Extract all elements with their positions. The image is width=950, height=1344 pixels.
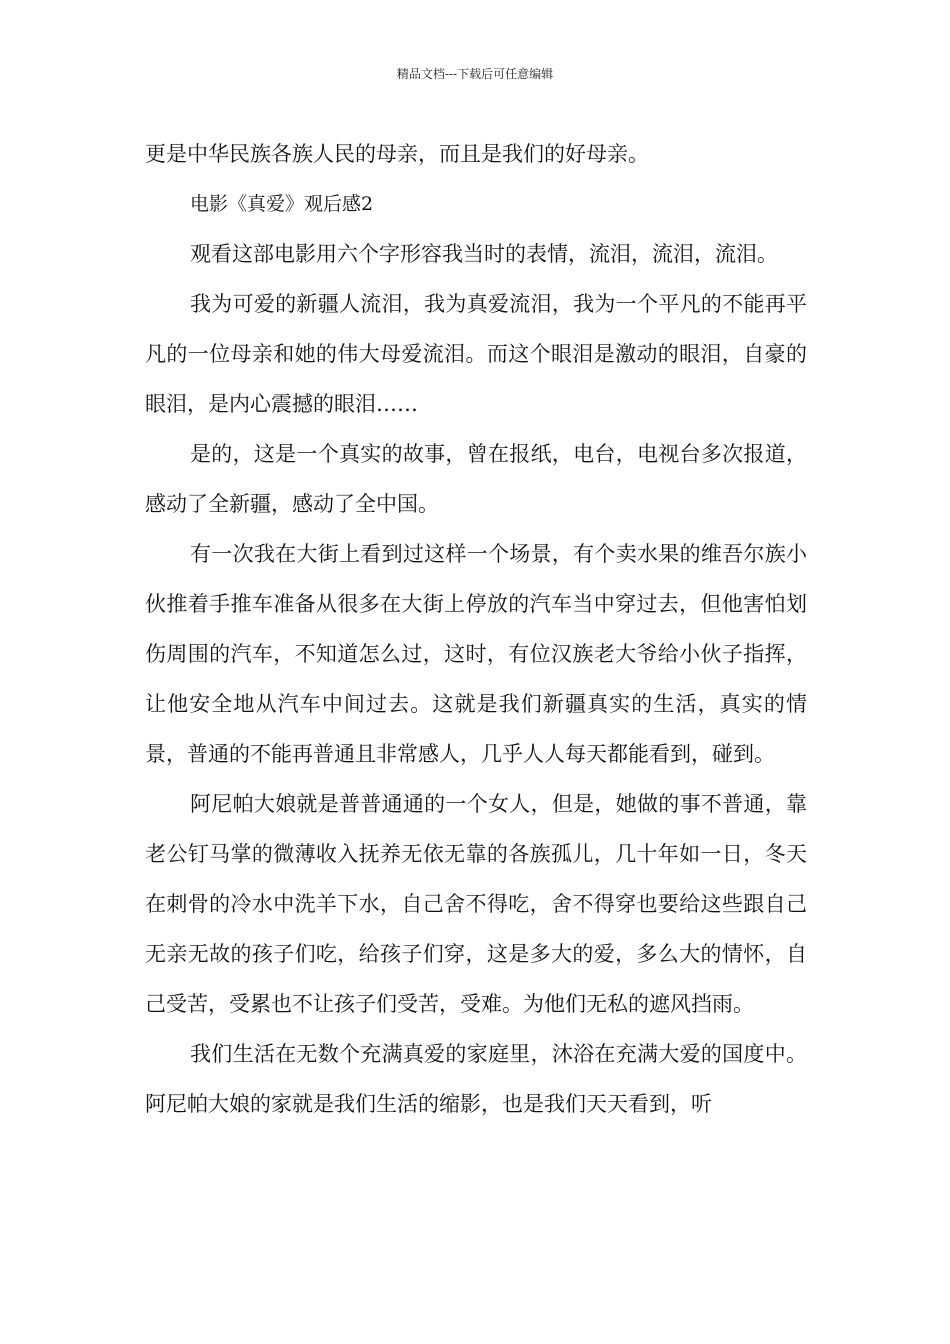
paragraph-continuation: 更是中华民族各族人民的母亲，而且是我们的好母亲。 <box>145 142 649 166</box>
paragraph: 观看这部电影用六个字形容我当时的表情，流泪，流泪，流泪。 <box>190 242 778 266</box>
paragraph: 我们生活在无数个充满真爱的家庭里，沐浴在充满大爱的国度中。阿尼帕大娘的家就是我们生活的缩影，也是我们天天看到，听 <box>145 1042 807 1116</box>
paragraph: 是的，这是一个真实的故事，曾在报纸，电台，电视台多次报道，感动了全新疆，感动了全中国。 <box>145 442 807 516</box>
document-body <box>145 129 807 1129</box>
paragraph: 我为可爱的新疆人流泪，我为真爱流泪，我为一个平凡的不能再平凡的一位母亲和她的伟大母爱流泪。而这个眼泪是激动的眼泪，自豪的眼泪，是内心震撼的眼泪…… <box>145 292 807 416</box>
paragraph: 有一次我在大街上看到过这样一个场景，有个卖水果的维吾尔族小伙推着手推车准备从很多在大街上停放的汽车当中穿过去，但他害怕划伤周围的汽车，不知道怎么过，这时，有位汉族老大爷给小伙子指挥，让他安全地从汽车中间过去。这就是我们新疆真实的生活，真实的情景，普通的不能再普通且非常感人，几乎人人每天都能看到，碰到。 <box>145 542 807 766</box>
page-header: 精品文档---下载后可任意编辑 <box>396 67 554 81</box>
section-title: 电影《真爱》观后感2 <box>190 193 374 215</box>
paragraph: 阿尼帕大娘就是普普通通的一个女人，但是，她做的事不普通，靠老公钉马掌的微薄收入抚养无依无靠的各族孤儿，几十年如一日，冬天在刺骨的冷水中洗羊下水，自己舍不得吃，舍不得穿也要给这些跟自己无亲无故的孩子们吃，给孩子们穿，这是多大的爱，多么大的情怀，自己受苦，受累也不让孩子们受苦，受难。为他们无私的遮风挡雨。 <box>145 792 807 1016</box>
